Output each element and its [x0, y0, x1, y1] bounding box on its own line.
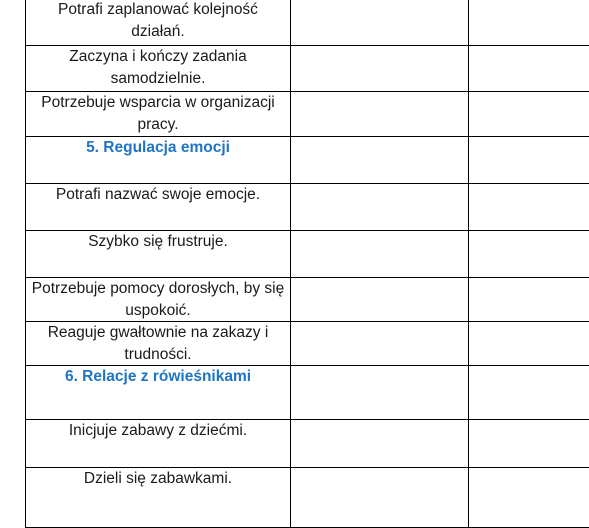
section-heading-row: [26, 137, 589, 184]
table-row: [26, 420, 589, 468]
assessment-cell[interactable]: [291, 278, 469, 322]
criterion-cell: Dzieli się zabawkami.: [26, 468, 291, 528]
criterion-cell: Potrzebuje pomocy dorosłych, by się uspokoić.: [26, 278, 291, 322]
assessment-cell[interactable]: [291, 92, 469, 137]
assessment-cell[interactable]: [291, 184, 469, 231]
criterion-cell: Potrafi nazwać swoje emocje.: [26, 184, 291, 231]
criterion-cell: Potrafi zaplanować kolejność działań.: [26, 0, 291, 46]
table-row: [26, 184, 589, 231]
criterion-cell: Zaczyna i kończy zadania samodzielnie.: [26, 46, 291, 92]
notes-cell[interactable]: [469, 420, 589, 468]
notes-cell[interactable]: [469, 231, 589, 278]
table-row: [26, 231, 589, 278]
table-row: [26, 322, 589, 366]
section-heading-peer-relations: 6. Relacje z rówieśnikami: [26, 366, 291, 420]
table-row: [26, 46, 589, 92]
table-row: [26, 278, 589, 322]
assessment-cell[interactable]: [291, 468, 469, 528]
notes-cell[interactable]: [469, 46, 589, 92]
notes-cell[interactable]: [469, 184, 589, 231]
notes-cell[interactable]: [469, 137, 589, 184]
table-row: [26, 92, 589, 137]
criterion-cell: Szybko się frustruje.: [26, 231, 291, 278]
criterion-cell: Potrzebuje wsparcia w organizacji pracy.: [26, 92, 291, 137]
notes-cell[interactable]: [469, 366, 589, 420]
assessment-cell[interactable]: [291, 46, 469, 92]
section-heading-row: [26, 366, 589, 420]
assessment-cell[interactable]: [291, 366, 469, 420]
assessment-cell[interactable]: [291, 137, 469, 184]
observation-table: [25, 0, 589, 528]
assessment-cell[interactable]: [291, 420, 469, 468]
notes-cell[interactable]: [469, 322, 589, 366]
section-heading-emotions: 5. Regulacja emocji: [26, 137, 291, 184]
notes-cell[interactable]: [469, 0, 589, 46]
assessment-cell[interactable]: [291, 322, 469, 366]
assessment-cell[interactable]: [291, 231, 469, 278]
table-row: [26, 468, 589, 528]
notes-cell[interactable]: [469, 92, 589, 137]
criterion-cell: Reaguje gwałtownie na zakazy i trudności.: [26, 322, 291, 366]
notes-cell[interactable]: [469, 468, 589, 528]
assessment-cell[interactable]: [291, 0, 469, 46]
criterion-cell: Inicjuje zabawy z dziećmi.: [26, 420, 291, 468]
notes-cell[interactable]: [469, 278, 589, 322]
table-row: [26, 0, 589, 46]
